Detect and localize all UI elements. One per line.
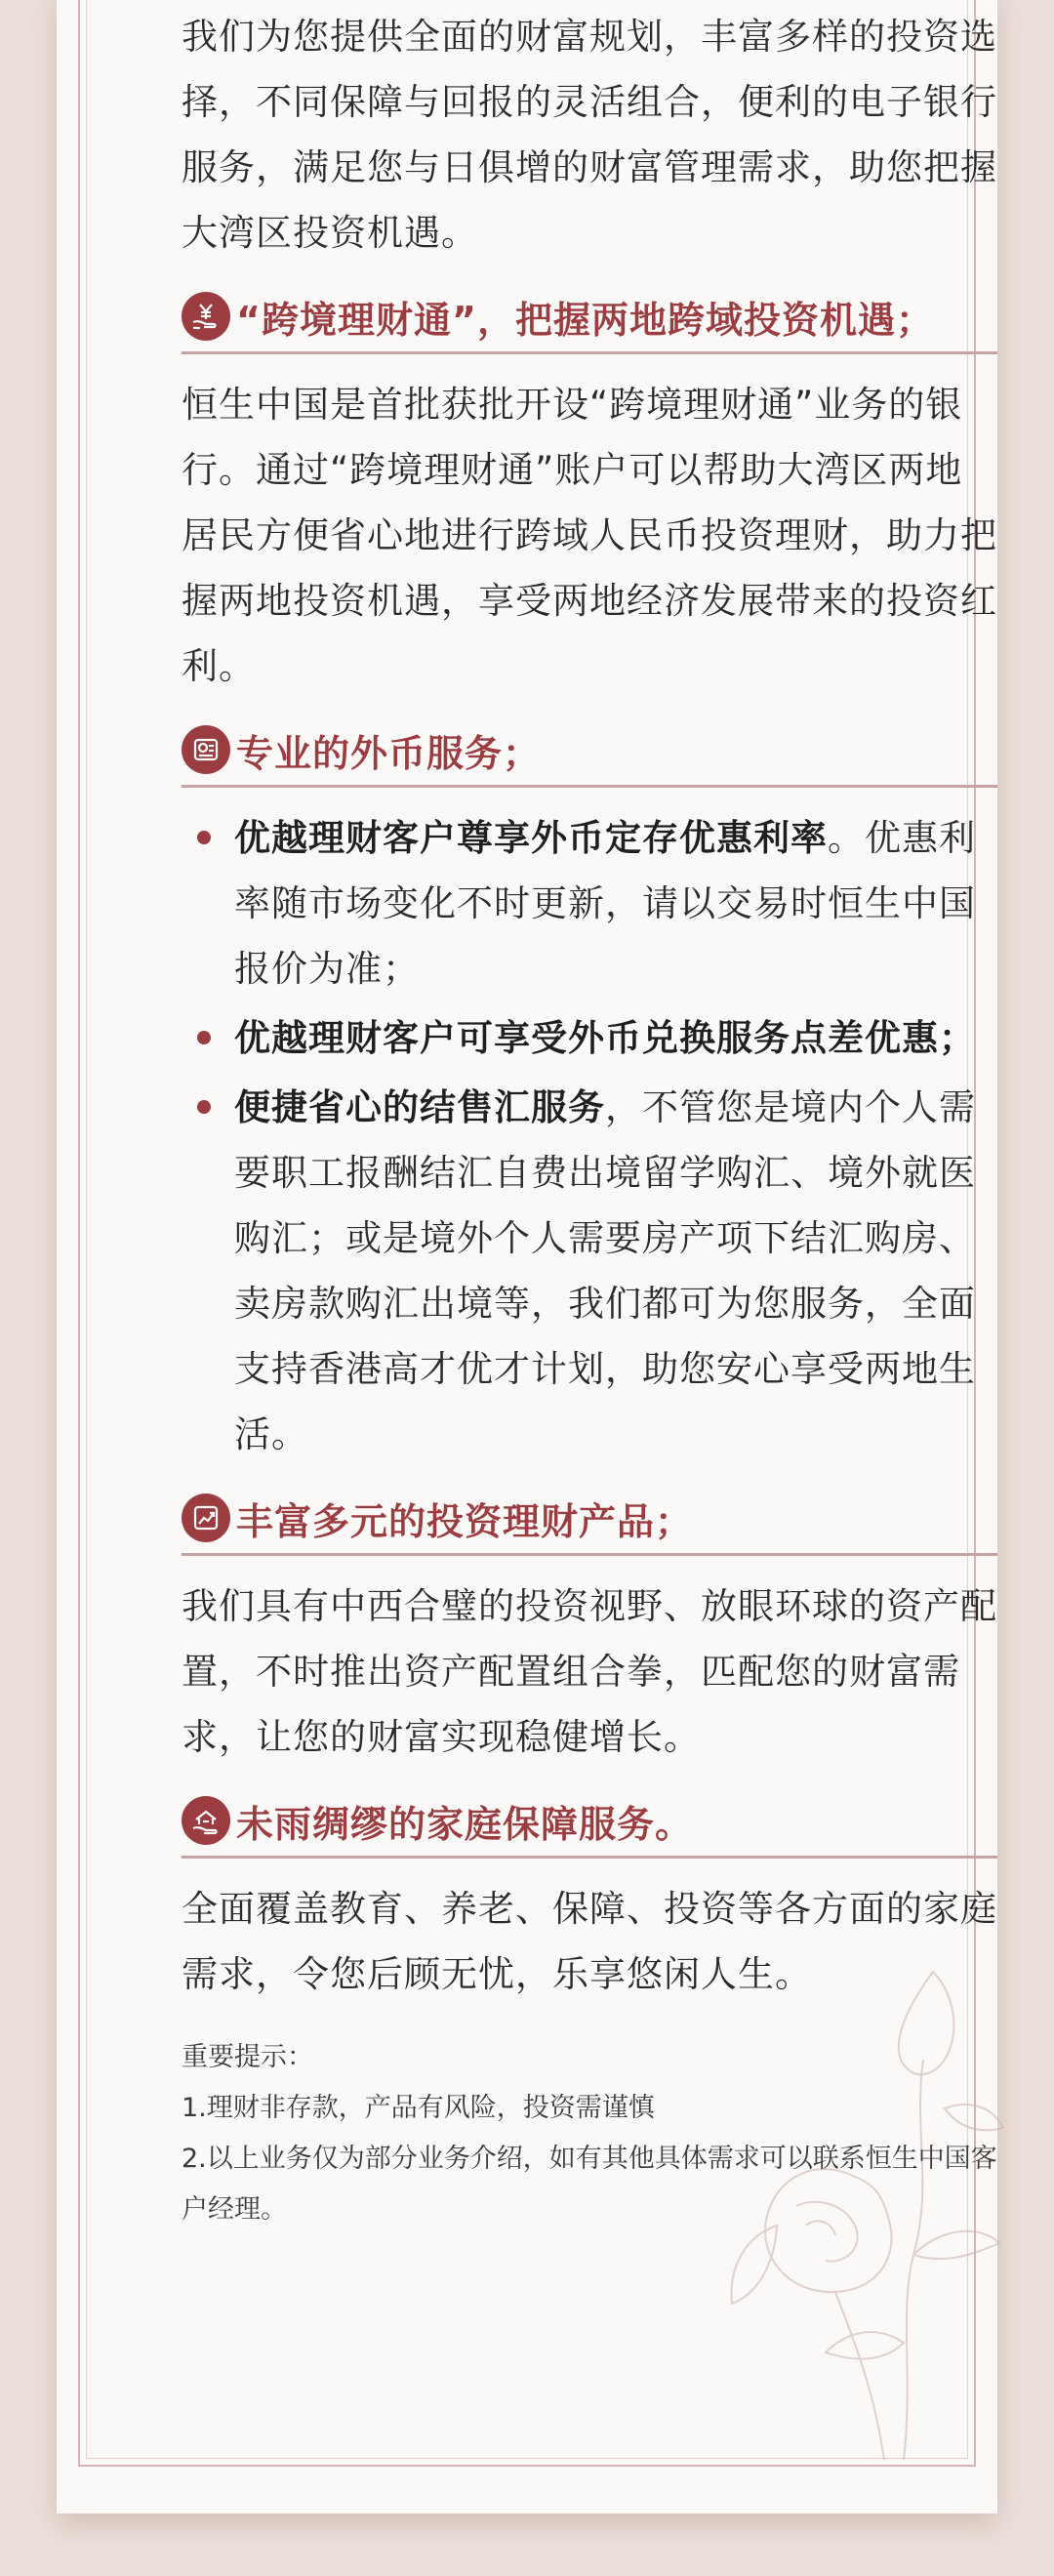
growth-chart-icon [182,1493,230,1542]
list-item [182,805,997,1002]
home-protection-icon [182,1796,230,1845]
bullet-dot [197,1031,211,1044]
important-notes [182,2032,997,2235]
list-item [182,1075,997,1467]
fx-benefit-list [182,805,997,1467]
section-title: 专业的外币服务； [236,731,542,775]
section-title: 丰富多元的投资理财产品； [236,1499,694,1543]
content-card [57,0,997,2514]
currency-exchange-icon [182,725,230,774]
list-item [182,1005,997,1071]
section-heading-cross-border [182,287,997,354]
section-paragraph: 恒生中国是首批获批开设“跨境理财通”业务的银行。通过“跨境理财通”账户可以帮助大湾区两地居民方便省心地进行跨域人民币投资理财，助力把握两地投资机遇，享受两地经济发展带来的投资红利。 [182,384,997,687]
section-paragraph: 我们具有中西合璧的投资视野、放眼环球的资产配置，不时推出资产配置组合拳，匹配您的财富需求，让您的财富实现稳健增长。 [182,1585,997,1758]
note-item: 2.以上业务仅为部分业务介绍，如有其他具体需求可以联系恒生中国客户经理。 [182,2144,997,2225]
section-title: 未雨绸缪的家庭保障服务。 [236,1802,694,1846]
list-item-highlight: 优越理财客户尊享外币定存优惠利率 [234,817,828,859]
list-item-highlight: 便捷省心的结售汇服务 [234,1086,605,1128]
yuan-hand-icon [182,292,230,341]
section-heading-fx-service [182,720,997,788]
section-title: “跨境理财通”，把握两地跨域投资机遇； [236,298,934,342]
list-item-text: 。优惠利率随市场变化不时更新，请以交易时恒生中国报价为准； [234,817,976,990]
list-item-highlight: 优越理财客户可享受外币兑换服务点差优惠； [234,1017,976,1059]
intro-paragraph: 我们为您提供全面的财富规划，丰富多样的投资选择，不同保障与回报的灵活组合，便利的电子银行服务，满足您与日俱增的财富管理需求，助您把握大湾区投资机遇。 [182,16,997,254]
section-paragraph: 全面覆盖教育、养老、保障、投资等各方面的家庭需求，令您后顾无忧，乐享悠闲人生。 [182,1888,997,1995]
bullet-dot [197,831,211,844]
note-item: 1.理财非存款，产品有风险，投资需谨慎 [182,2093,655,2123]
main-content [182,4,997,2235]
section-heading-family-protection [182,1791,997,1859]
bullet-dot [197,1100,211,1114]
notes-heading: 重要提示： [182,2042,313,2072]
section-heading-investment-products [182,1489,997,1556]
list-item-text: ，不管您是境内个人需要职工报酬结汇自费出境留学购汇、境外就医购汇；或是境外个人需要房产项下结汇购房、卖房款购汇出境等，我们都可为您服务，全面支持香港高才优才计划，助您安心享受两地生活。 [234,1086,976,1455]
